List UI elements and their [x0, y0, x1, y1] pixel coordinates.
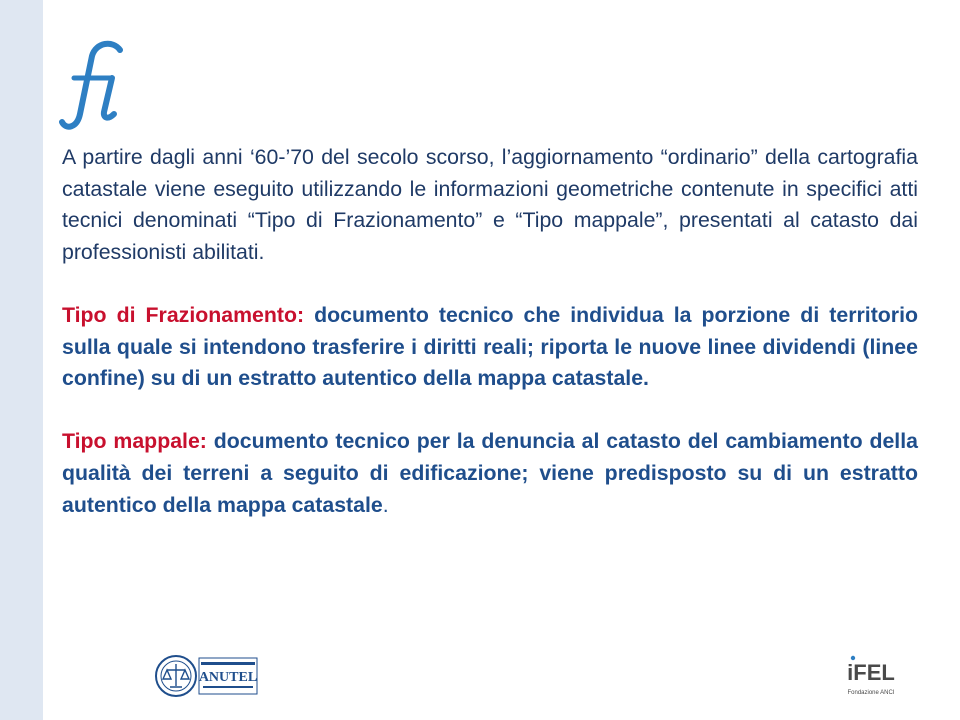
svg-text:Fondazione ANCI: Fondazione ANCI — [847, 690, 895, 696]
svg-text:ANUTEL: ANUTEL — [198, 670, 258, 685]
left-decorative-band — [0, 0, 43, 720]
anutel-logo — [155, 654, 259, 698]
definition-text-frazionamento: documento tecnico che individua la porzione di territorio sulla quale si intendono trasferire i diritti reali; riporta le nuove linee dividendi (linee confine) su di un estratto autentico della mappa catastale. — [62, 302, 919, 391]
term-tipo-frazionamento: Tipo di Frazionamento: — [62, 302, 305, 327]
definition-tipo-mappale — [62, 426, 918, 521]
definition-text-mappale: documento tecnico per la denuncia al catasto del cambiamento della qualità dei terreni a seguito di edificazione; viene predisposto su di un estratto autentico della mappa catastale — [62, 429, 918, 517]
definition-end-dot: . — [382, 492, 389, 517]
definition-tipo-frazionamento — [62, 300, 918, 395]
svg-text:iFEL: iFEL — [847, 660, 895, 685]
slide-content — [62, 142, 918, 553]
ifel-logo — [845, 654, 897, 700]
term-tipo-mappale: Tipo mappale: — [62, 429, 207, 454]
fi-logo — [58, 36, 128, 136]
intro-paragraph: A partire dagli anni ‘60-’70 del secolo scorso, l’aggiornamento “ordinario” della cartografia catastale viene eseguito utilizzando le informazioni geometriche contenute in specifici atti tecnici denominati “Tipo di Frazionamento” e “Tipo mappale”, presentati al catasto dai professionisti abilitati. — [62, 145, 918, 264]
